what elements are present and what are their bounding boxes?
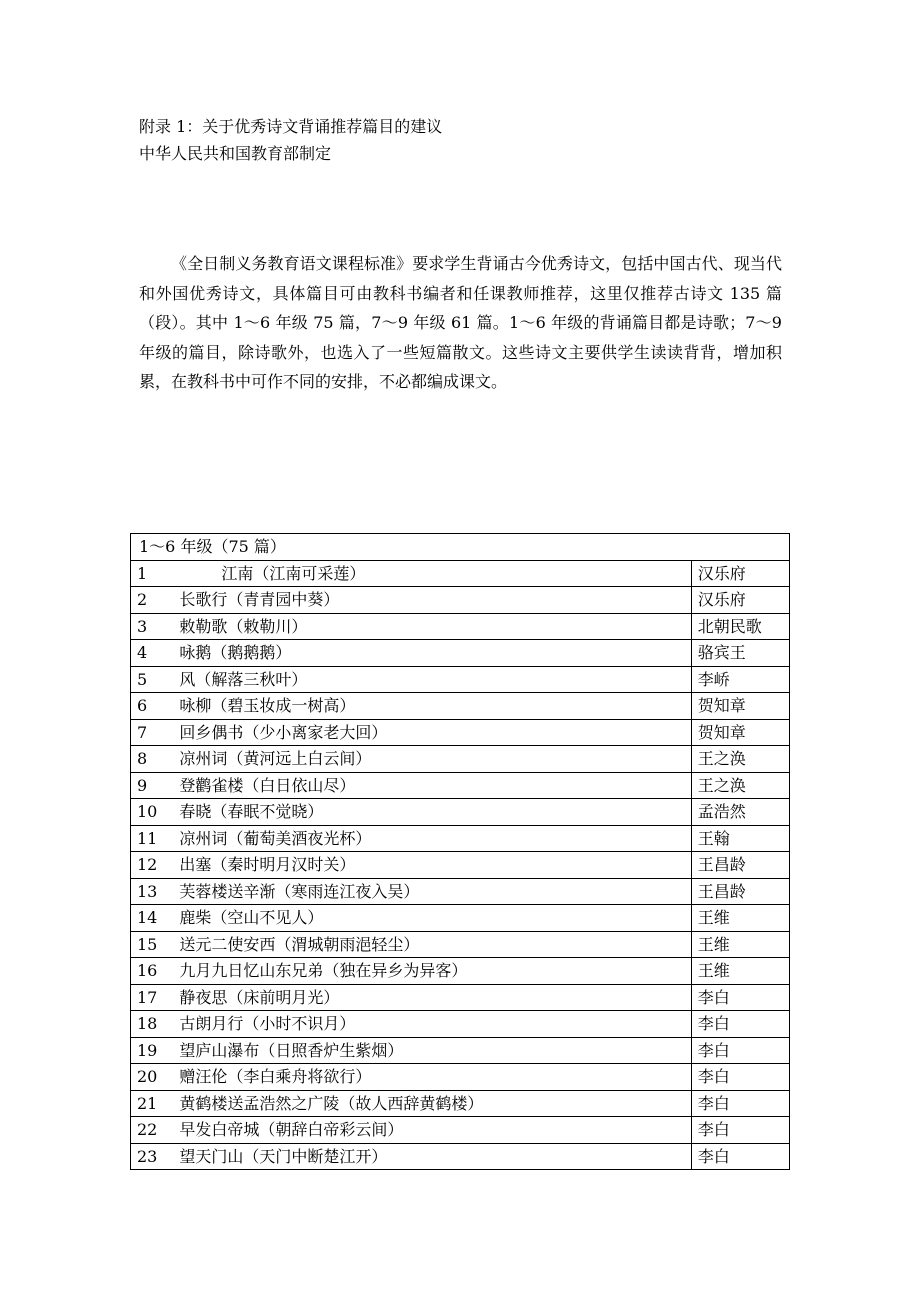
poem-author: 王之涣 — [691, 772, 789, 799]
poem-author: 李白 — [691, 1143, 789, 1170]
poem-title: 敕勒歌（敕勒川） — [173, 613, 691, 640]
poem-author: 王维 — [691, 958, 789, 985]
poem-title: 长歌行（青青园中葵） — [173, 587, 691, 614]
poem-number: 14 — [131, 905, 174, 932]
poem-title: 咏鹅（鹅鹅鹅） — [173, 640, 691, 667]
table-row — [131, 1090, 790, 1117]
poem-title: 风（解落三秋叶） — [173, 666, 691, 693]
poem-number: 21 — [131, 1090, 174, 1117]
poem-author: 李白 — [691, 1064, 789, 1091]
table-row — [131, 958, 790, 985]
table-row — [131, 931, 790, 958]
table-row — [131, 799, 790, 826]
intro-paragraph: 《全日制义务教育语文课程标准》要求学生背诵古今优秀诗文，包括中国古代、现当代和外国优秀诗文，具体篇目可由教科书编者和任课教师推荐，这里仅推荐古诗文 135 篇（段）。其中 1～6 年级 75 篇，7～9 年级 61 篇。1～6 年级的背诵篇目都是诗歌；7～9 年级的篇目，除诗歌外，也选入了一些短篇散文。这些诗文主要供学生读读背背，增加积累，在教科书中可作不同的安排，不必都编成课文。 — [139, 254, 782, 391]
poem-title: 赠汪伦（李白乘舟将欲行） — [173, 1064, 691, 1091]
poem-number: 23 — [131, 1143, 174, 1170]
table-row — [131, 1064, 790, 1091]
poem-number: 19 — [131, 1037, 174, 1064]
poem-author: 汉乐府 — [691, 587, 789, 614]
poem-author: 王昌龄 — [691, 878, 789, 905]
poem-author: 贺知章 — [691, 719, 789, 746]
poem-number: 5 — [131, 666, 174, 693]
poem-author: 李白 — [691, 984, 789, 1011]
poem-author: 骆宾王 — [691, 640, 789, 667]
poem-number: 13 — [131, 878, 174, 905]
table-row — [131, 587, 790, 614]
table-row — [131, 746, 790, 773]
poem-title: 凉州词（黄河远上白云间） — [173, 746, 691, 773]
table-row — [131, 666, 790, 693]
poem-author: 李白 — [691, 1090, 789, 1117]
table-row — [131, 905, 790, 932]
poem-author: 李峤 — [691, 666, 789, 693]
poem-author: 贺知章 — [691, 693, 789, 720]
table-row — [131, 640, 790, 667]
poem-author: 李白 — [691, 1117, 789, 1144]
poem-author: 汉乐府 — [691, 560, 789, 587]
table-row — [131, 560, 790, 587]
poem-number: 4 — [131, 640, 174, 667]
table-row — [131, 693, 790, 720]
poem-number: 15 — [131, 931, 174, 958]
table-row — [131, 1143, 790, 1170]
poem-title: 登鹳雀楼（白日依山尽） — [173, 772, 691, 799]
table-row — [131, 613, 790, 640]
poem-number: 10 — [131, 799, 174, 826]
poem-title: 早发白帝城（朝辞白帝彩云间） — [173, 1117, 691, 1144]
poem-number: 1 — [131, 560, 174, 587]
poem-author: 北朝民歌 — [691, 613, 789, 640]
poem-author: 王翰 — [691, 825, 789, 852]
table-row — [131, 772, 790, 799]
poem-number: 9 — [131, 772, 174, 799]
poem-title: 鹿柴（空山不见人） — [173, 905, 691, 932]
table-row — [131, 825, 790, 852]
poem-number: 18 — [131, 1011, 174, 1038]
poem-number: 6 — [131, 693, 174, 720]
poem-title: 芙蓉楼送辛渐（寒雨连江夜入吴） — [173, 878, 691, 905]
poem-number: 11 — [131, 825, 174, 852]
poem-title: 黄鹤楼送孟浩然之广陵（故人西辞黄鹤楼） — [173, 1090, 691, 1117]
table-row — [131, 852, 790, 879]
poem-title: 九月九日忆山东兄弟（独在异乡为异客） — [173, 958, 691, 985]
table-row — [131, 984, 790, 1011]
table-row — [131, 1037, 790, 1064]
poem-author: 王昌龄 — [691, 852, 789, 879]
poem-title: 回乡偶书（少小离家老大回） — [173, 719, 691, 746]
poem-author: 王之涣 — [691, 746, 789, 773]
section-title: 1～6 年级（75 篇） — [131, 534, 790, 561]
poem-title: 送元二使安西（渭城朝雨浥轻尘） — [173, 931, 691, 958]
table-row — [131, 1117, 790, 1144]
poem-title: 江南（江南可采莲） — [173, 560, 691, 587]
appendix-title: 附录 1：关于优秀诗文背诵推荐篇目的建议 — [139, 117, 443, 136]
table-row — [131, 719, 790, 746]
poem-number: 3 — [131, 613, 174, 640]
table-section-header-row — [131, 534, 790, 561]
poem-number: 20 — [131, 1064, 174, 1091]
poem-author: 孟浩然 — [691, 799, 789, 826]
table-row — [131, 878, 790, 905]
poem-number: 2 — [131, 587, 174, 614]
poem-number: 7 — [131, 719, 174, 746]
poem-title: 凉州词（葡萄美酒夜光杯） — [173, 825, 691, 852]
poem-author: 李白 — [691, 1011, 789, 1038]
poem-title: 望庐山瀑布（日照香炉生紫烟） — [173, 1037, 691, 1064]
poem-title: 古朗月行（小时不识月） — [173, 1011, 691, 1038]
poem-number: 12 — [131, 852, 174, 879]
poem-table — [130, 533, 790, 1170]
poem-number: 22 — [131, 1117, 174, 1144]
poem-author: 李白 — [691, 1037, 789, 1064]
poem-number: 16 — [131, 958, 174, 985]
poem-title: 出塞（秦时明月汉时关） — [173, 852, 691, 879]
appendix-issuer: 中华人民共和国教育部制定 — [139, 144, 332, 163]
poem-author: 王维 — [691, 931, 789, 958]
poem-title: 静夜思（床前明月光） — [173, 984, 691, 1011]
table-row — [131, 1011, 790, 1038]
appendix-heading — [139, 113, 442, 167]
poem-title: 咏柳（碧玉妆成一树高） — [173, 693, 691, 720]
poem-author: 王维 — [691, 905, 789, 932]
poem-number: 17 — [131, 984, 174, 1011]
poem-number: 8 — [131, 746, 174, 773]
poem-title: 春晓（春眠不觉晓） — [173, 799, 691, 826]
poem-title: 望天门山（天门中断楚江开） — [173, 1143, 691, 1170]
